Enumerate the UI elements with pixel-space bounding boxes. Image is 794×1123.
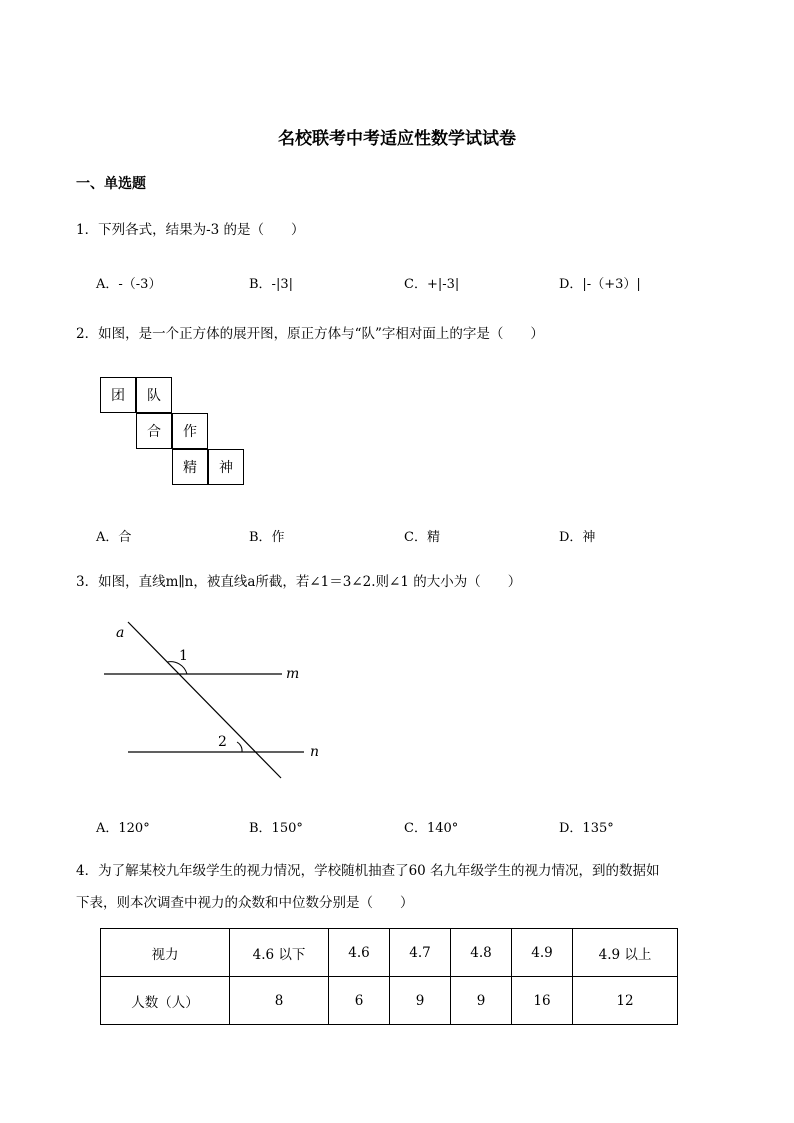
table-cell: 9 bbox=[451, 977, 512, 1025]
question-1-text: 1．下列各式，结果为-3 的是（ ） bbox=[76, 222, 305, 238]
line-a bbox=[128, 622, 281, 778]
q3-option-d: D．135° bbox=[559, 821, 614, 836]
table-header-cell: 4.8 bbox=[451, 929, 512, 977]
q2-option-d: D．神 bbox=[559, 530, 596, 545]
table-cell: 人数（人） bbox=[101, 977, 230, 1025]
table-header-cell: 4.6 bbox=[329, 929, 390, 977]
cube-face-zuo: 作 bbox=[172, 413, 208, 449]
table-cell: 12 bbox=[573, 977, 678, 1025]
section-heading: 一、单选题 bbox=[76, 176, 146, 192]
table-header-cell: 4.9 以上 bbox=[573, 929, 678, 977]
q2-option-a: A．合 bbox=[96, 530, 132, 545]
q1-option-b: B．-|3| bbox=[249, 277, 293, 292]
table-header-cell: 4.9 bbox=[512, 929, 573, 977]
q3-option-a: A．120° bbox=[96, 821, 150, 836]
q3-option-b: B．150° bbox=[249, 821, 303, 836]
table-cell: 16 bbox=[512, 977, 573, 1025]
label-a: a bbox=[116, 625, 125, 641]
question-4-text-line2: 下表，则本次调查中视力的众数和中位数分别是（ ） bbox=[76, 895, 414, 911]
table-cell: 8 bbox=[230, 977, 329, 1025]
q2-option-b: B．作 bbox=[249, 530, 285, 545]
question-3-text: 3．如图，直线m∥n，被直线a所截，若∠1＝3∠2.则∠1 的大小为（ ） bbox=[76, 574, 522, 590]
question-2-text: 2．如图，是一个正方体的展开图，原正方体与“队”字相对面上的字是（ ） bbox=[76, 326, 544, 342]
cube-face-he: 合 bbox=[136, 413, 172, 449]
question-4-text-line1: 4．为了解某校九年级学生的视力情况，学校随机抽查了60 名九年级学生的视力情况，到的数据如 bbox=[76, 863, 660, 879]
cube-face-dui: 队 bbox=[136, 377, 172, 413]
vision-data-table bbox=[100, 928, 678, 1025]
q1-option-c: C．+|-3| bbox=[404, 277, 460, 292]
table-header-cell: 视力 bbox=[101, 929, 230, 977]
cube-face-jing: 精 bbox=[172, 449, 208, 485]
label-m: m bbox=[286, 666, 300, 682]
q1-option-d: D．|-（+3）| bbox=[559, 277, 641, 292]
q3-option-c: C．140° bbox=[404, 821, 459, 836]
table-cell: 9 bbox=[390, 977, 451, 1025]
label-n: n bbox=[310, 744, 320, 760]
q2-option-c: C．精 bbox=[404, 530, 440, 545]
label-angle-1: 1 bbox=[179, 648, 188, 664]
label-angle-2: 2 bbox=[218, 734, 227, 750]
table-header-row bbox=[101, 929, 678, 977]
cube-face-tuan: 团 bbox=[100, 377, 136, 413]
table-header-cell: 4.7 bbox=[390, 929, 451, 977]
parallel-lines-figure bbox=[96, 616, 336, 786]
angle-2-arc bbox=[237, 742, 242, 752]
table-cell: 6 bbox=[329, 977, 390, 1025]
q1-option-a: A．-（-3） bbox=[96, 277, 162, 292]
cube-face-shen: 神 bbox=[208, 449, 244, 485]
page-title: 名校联考中考适应性数学试试卷 bbox=[278, 129, 516, 149]
table-row bbox=[101, 977, 678, 1025]
table-header-cell: 4.6 以下 bbox=[230, 929, 329, 977]
